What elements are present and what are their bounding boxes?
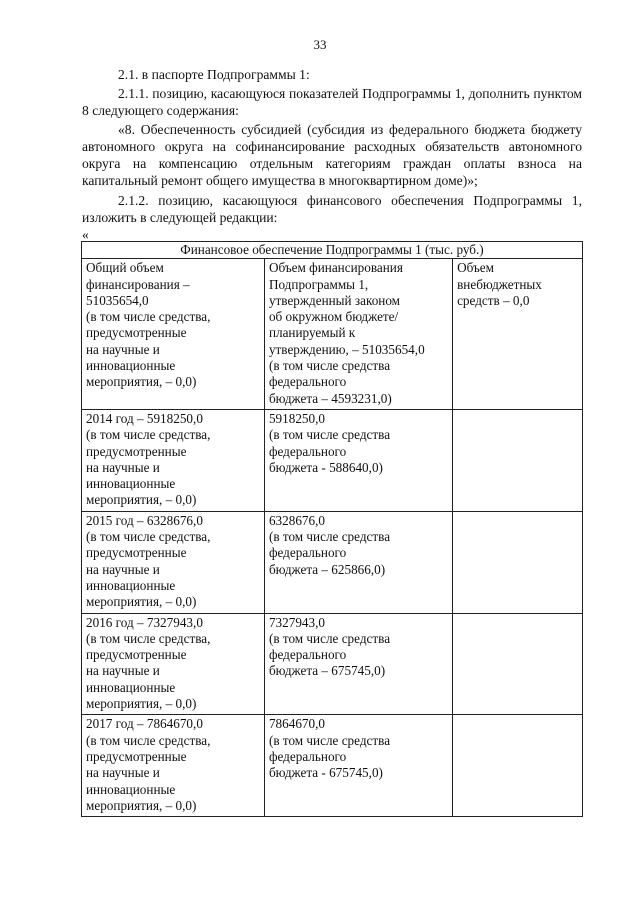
cell-line: 2014 год – 5918250,0 bbox=[86, 410, 203, 426]
cell-line: 5918250,0 bbox=[268, 410, 325, 426]
cell-line: (в том числе средства, bbox=[86, 529, 211, 545]
table-header-row bbox=[82, 259, 583, 410]
cell-line: инновационные bbox=[86, 781, 176, 797]
page-number: 33 bbox=[313, 37, 327, 52]
cell-line: на научные и bbox=[86, 663, 160, 679]
cell-line: бюджета – 675745,0) bbox=[268, 663, 386, 679]
cell-line: Объем bbox=[457, 260, 494, 276]
table-row-2017 bbox=[82, 715, 583, 817]
cell-line: 51035654,0 bbox=[86, 292, 149, 308]
year-budget-cell bbox=[264, 715, 452, 817]
cell-line: (в том числе средства bbox=[268, 529, 391, 545]
cell-line: утверждению, – 51035654,0 bbox=[268, 341, 425, 357]
year-total-cell bbox=[82, 613, 265, 715]
budget-volume-cell bbox=[264, 259, 452, 410]
cell-line: предусмотренные bbox=[86, 748, 187, 764]
cell-line: 7864670,0 bbox=[268, 716, 325, 732]
year-extrabudgetary-cell bbox=[453, 409, 583, 511]
cell-line: предусмотренные bbox=[86, 325, 187, 341]
paragraph-2-1-2: 2.1.2. позицию, касающуюся финансового обеспечения Подпрограммы 1, изложить в следующей редакции: bbox=[82, 193, 582, 225]
cell-line: бюджета – 625866,0) bbox=[268, 561, 386, 577]
cell-line: (в том числе средства, bbox=[86, 630, 211, 646]
cell-line: федерального bbox=[268, 647, 347, 663]
paragraph-2-1: 2.1. в паспорте Подпрограммы 1: bbox=[118, 67, 310, 82]
cell-line: на научные и bbox=[86, 459, 160, 475]
cell-line: федерального bbox=[268, 374, 347, 390]
cell-line: инновационные bbox=[86, 358, 176, 374]
cell-line: 2016 год – 7327943,0 bbox=[86, 614, 203, 630]
cell-line: мероприятия, – 0,0) bbox=[86, 797, 197, 813]
paragraph-2-1-1: 2.1.1. позицию, касающуюся показателей Подпрограммы 1, дополнить пунктом 8 следующего содержания: bbox=[82, 86, 582, 118]
year-total-cell bbox=[82, 511, 265, 613]
cell-line: федерального bbox=[268, 748, 347, 764]
year-budget-cell bbox=[264, 613, 452, 715]
cell-line: инновационные bbox=[86, 577, 176, 593]
cell-line: (в том числе средства, bbox=[86, 427, 211, 443]
cell-line: мероприятия, – 0,0) bbox=[86, 492, 197, 508]
cell-line: 2015 год – 6328676,0 bbox=[86, 512, 203, 528]
year-total-cell bbox=[82, 715, 265, 817]
cell-line: 2017 год – 7864670,0 bbox=[86, 716, 203, 732]
financing-table bbox=[81, 241, 583, 817]
cell-line: предусмотренные bbox=[86, 545, 187, 561]
cell-line: бюджета – 4593231,0) bbox=[268, 390, 392, 406]
cell-line: федерального bbox=[268, 545, 347, 561]
table-row-2014 bbox=[82, 409, 583, 511]
cell-line: предусмотренные bbox=[86, 647, 187, 663]
table-row-2015 bbox=[82, 511, 583, 613]
cell-line: мероприятия, – 0,0) bbox=[86, 696, 197, 712]
cell-line: (в том числе средства bbox=[268, 732, 391, 748]
year-extrabudgetary-cell bbox=[453, 511, 583, 613]
total-volume-cell bbox=[82, 259, 265, 410]
cell-line: (в том числе средства, bbox=[86, 732, 211, 748]
cell-line: инновационные bbox=[86, 476, 176, 492]
cell-line: на научные и bbox=[86, 561, 160, 577]
year-budget-cell bbox=[264, 511, 452, 613]
cell-line: федерального bbox=[268, 443, 347, 459]
cell-line: 7327943,0 bbox=[268, 614, 325, 630]
cell-line: планируемый к bbox=[268, 325, 356, 341]
extrabudgetary-cell bbox=[453, 259, 583, 410]
cell-line: (в том числе средства bbox=[268, 630, 391, 646]
cell-line: на научные и bbox=[86, 341, 160, 357]
cell-line: утвержденный законом bbox=[268, 292, 401, 308]
cell-line: (в том числе средства bbox=[268, 427, 391, 443]
cell-line: инновационные bbox=[86, 679, 176, 695]
cell-line: предусмотренные bbox=[86, 443, 187, 459]
cell-line: средств – 0,0 bbox=[457, 292, 530, 308]
cell-line: внебюджетных bbox=[457, 276, 542, 292]
cell-line: Общий объем bbox=[86, 260, 164, 276]
cell-line: бюджета - 675745,0) bbox=[268, 765, 383, 781]
cell-line: (в том числе средства bbox=[268, 358, 391, 374]
table-caption: Финансовое обеспечение Подпрограммы 1 (тыс. руб.) bbox=[82, 242, 583, 259]
table-row-2016 bbox=[82, 613, 583, 715]
year-budget-cell bbox=[264, 409, 452, 511]
cell-line: Подпрограммы 1, bbox=[268, 276, 369, 292]
cell-line: на научные и bbox=[86, 765, 160, 781]
cell-line: финансирования – bbox=[86, 276, 190, 292]
paragraph-item-8: «8. Обеспеченность субсидией (субсидия из федерального бюджета бюджету автономного округа на софинансирование расходных обязательств автономного округа на компенсацию отдельным категориям граждан оплаты взноса на капитальный ремонт общего имущества в многоквартирном доме)»; bbox=[82, 122, 582, 188]
cell-line: (в том числе средства, bbox=[86, 309, 211, 325]
cell-line: бюджета - 588640,0) bbox=[268, 459, 383, 475]
cell-line: 6328676,0 bbox=[268, 512, 325, 528]
year-extrabudgetary-cell bbox=[453, 613, 583, 715]
opening-quote: « bbox=[82, 227, 89, 242]
year-total-cell bbox=[82, 409, 265, 511]
table-caption-row bbox=[82, 242, 583, 259]
cell-line: мероприятия, – 0,0) bbox=[86, 374, 197, 390]
cell-line: мероприятия, – 0,0) bbox=[86, 594, 197, 610]
year-extrabudgetary-cell bbox=[453, 715, 583, 817]
cell-line: Объем финансирования bbox=[268, 260, 403, 276]
cell-line: об окружном бюджете/ bbox=[268, 309, 399, 325]
